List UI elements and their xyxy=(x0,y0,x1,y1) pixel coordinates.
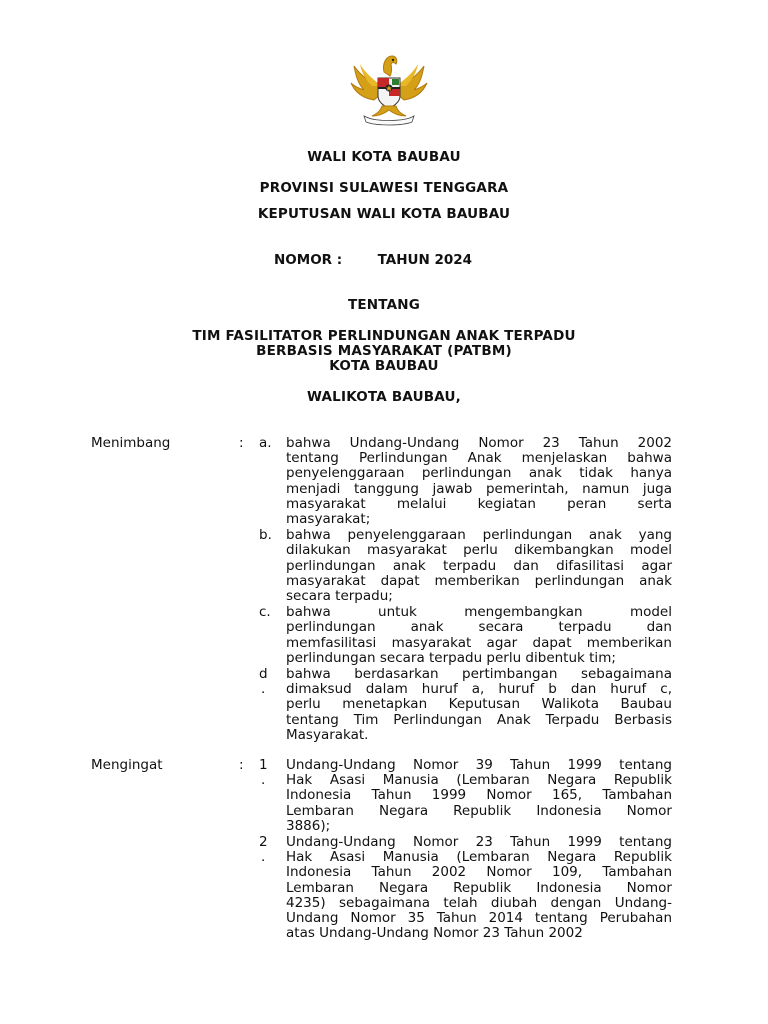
subject-line-3: KOTA BAUBAU xyxy=(329,358,439,374)
nomor-label: NOMOR : xyxy=(274,252,343,268)
item-text-line: bahwa Undang-Undang Nomor 23 Tahun 2002 xyxy=(286,435,672,451)
item-text-line: penyelenggaraan perlindungan anak tidak hanya xyxy=(286,465,672,482)
item-marker-text: 1 xyxy=(259,757,268,773)
item-marker-dot: . xyxy=(261,681,266,698)
item-marker-text: b. xyxy=(259,527,272,544)
item-text-line: perlindungan anak secara terpadu dan xyxy=(286,619,672,636)
item-marker-text: a. xyxy=(259,435,272,451)
item-marker xyxy=(259,605,275,620)
subject-line-2: BERBASIS MASYARAKAT (PATBM) xyxy=(256,343,512,359)
item-marker xyxy=(259,667,275,697)
mengingat-label: Mengingat xyxy=(91,757,163,773)
item-marker-text: d xyxy=(259,666,268,682)
item-text-line: 3886); xyxy=(286,817,331,834)
item-marker-text: c. xyxy=(259,604,271,621)
item-text-line: Indonesia Tahun 2002 Nomor 109, Tambahan xyxy=(286,864,672,881)
item-text-line: bahwa untuk mengembangkan model xyxy=(286,604,672,621)
item-text-line: dimaksud dalam huruf a, huruf b dan huruf c, xyxy=(286,681,672,698)
tentang-heading: TENTANG xyxy=(347,297,421,313)
decree-title: KEPUTUSAN WALI KOTA BAUBAU xyxy=(257,206,511,222)
issuer-title: WALI KOTA BAUBAU xyxy=(307,149,461,165)
item-marker-dot: . xyxy=(261,849,266,866)
item-text-line: menjadi tanggung jawab pemerintah, namun juga xyxy=(286,480,672,497)
item-marker xyxy=(259,436,275,451)
item-text-line: Masyarakat. xyxy=(286,726,369,743)
item-text-line: masyarakat; xyxy=(286,511,371,528)
item-text-line: perlu menetapkan Keputusan Walikota Baubau xyxy=(286,696,672,713)
item-marker-dot: . xyxy=(261,772,266,789)
walikota-heading: WALIKOTA BAUBAU, xyxy=(307,389,461,405)
nomor-row xyxy=(274,252,472,268)
item-text-line: 4235) sebagaimana telah diubah dengan Undang- xyxy=(286,894,672,911)
item-text-line: tentang Tim Perlindungan Anak Terpadu Berbasis xyxy=(286,711,672,728)
garuda-emblem-icon xyxy=(346,50,432,126)
menimbang-label: Menimbang xyxy=(91,435,171,451)
item-text xyxy=(286,758,672,834)
item-text-line: Undang-Undang Nomor 23 Tahun 1999 tentang xyxy=(286,834,672,850)
item-text-line: Lembaran Negara Republik Indonesia Nomor xyxy=(286,879,672,896)
item-text-line: dilakukan masyarakat perlu dikembangkan model xyxy=(286,542,672,559)
item-text-line: Undang Nomor 35 Tahun 2014 tentang Perubahan xyxy=(286,910,672,927)
item-marker xyxy=(259,758,275,788)
item-marker-text: 2 xyxy=(259,834,268,850)
item-text-line: Hak Asasi Manusia (Lembaran Negara Republik xyxy=(286,849,672,866)
item-text xyxy=(286,528,672,604)
menimbang-colon: : xyxy=(239,435,244,451)
mengingat-colon: : xyxy=(239,757,244,773)
item-text-line: masyarakat dapat memberikan perlindungan anak xyxy=(286,572,672,589)
item-text xyxy=(286,605,672,666)
item-text-line: Hak Asasi Manusia (Lembaran Negara Republik xyxy=(286,772,672,789)
item-text-line: Indonesia Tahun 1999 Nomor 165, Tambahan xyxy=(286,787,672,804)
item-text-line: perlindungan anak terpadu dan difasilitasi agar xyxy=(286,557,672,574)
subject-line-1: TIM FASILITATOR PERLINDUNGAN ANAK TERPADU xyxy=(192,328,576,344)
tahun-label: TAHUN 2024 xyxy=(377,252,473,268)
item-text-line: bahwa berdasarkan pertimbangan sebagaimana xyxy=(286,666,672,682)
item-text-line: bahwa penyelenggaraan perlindungan anak yang xyxy=(286,527,672,544)
item-text xyxy=(286,667,672,743)
item-text-line: secara terpadu; xyxy=(286,588,393,604)
item-text-line: memfasilitasi masyarakat agar dapat memberikan xyxy=(286,634,672,651)
item-text-line: tentang Perlindungan Anak menjelaskan bahwa xyxy=(286,450,672,467)
item-text xyxy=(286,835,672,941)
item-text-line: Lembaran Negara Republik Indonesia Nomor xyxy=(286,802,672,819)
item-text-line: masyarakat melalui kegiatan peran serta xyxy=(286,495,672,512)
item-text xyxy=(286,436,672,527)
item-marker xyxy=(259,835,275,865)
province-title: PROVINSI SULAWESI TENGGARA xyxy=(259,180,509,196)
item-text-line: atas Undang-Undang Nomor 23 Tahun 2002 xyxy=(286,925,583,942)
item-marker xyxy=(259,528,275,543)
item-text-line: perlindungan secara terpadu perlu dibentuk tim; xyxy=(286,649,616,666)
item-text-line: Undang-Undang Nomor 39 Tahun 1999 tentang xyxy=(286,757,672,773)
